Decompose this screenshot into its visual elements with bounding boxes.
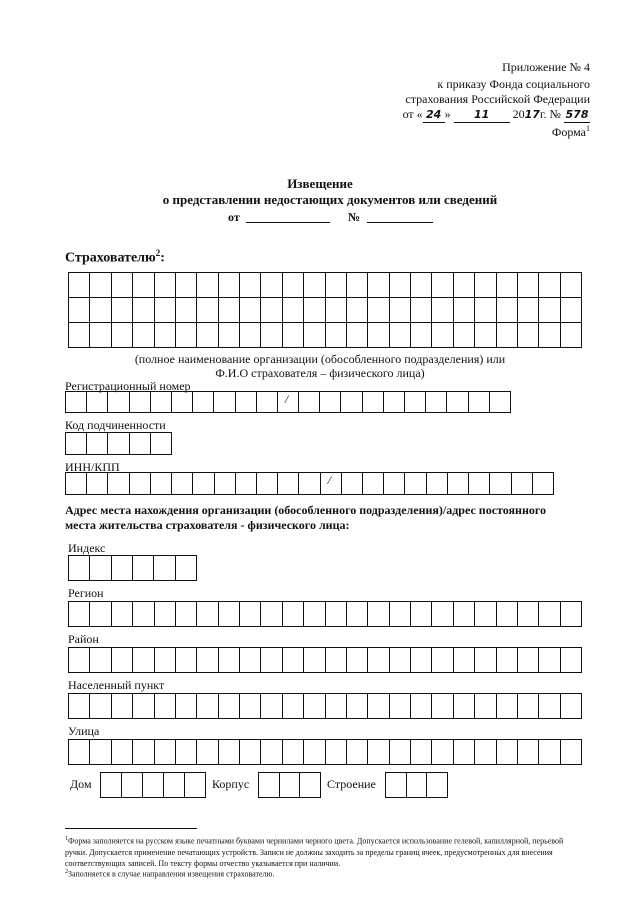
date-mid: » bbox=[444, 107, 451, 121]
grid-cell[interactable] bbox=[69, 648, 90, 673]
grid-cell[interactable] bbox=[368, 694, 389, 719]
grid-cell[interactable] bbox=[219, 602, 240, 627]
footnote-2 bbox=[65, 867, 585, 880]
grid-cell[interactable] bbox=[283, 323, 304, 348]
insured-heading bbox=[65, 245, 165, 267]
grid-cell[interactable] bbox=[518, 648, 539, 673]
index-label: Индекс bbox=[68, 541, 106, 555]
grid-cell[interactable] bbox=[155, 323, 176, 348]
grid-cell[interactable] bbox=[219, 273, 240, 298]
grid-cell[interactable] bbox=[304, 323, 325, 348]
date-prefix: от « bbox=[402, 107, 423, 121]
grid-cell[interactable] bbox=[426, 392, 447, 413]
grid-cell[interactable] bbox=[326, 273, 347, 298]
grid-cell[interactable] bbox=[411, 740, 432, 765]
grid-cell[interactable] bbox=[69, 273, 90, 298]
grid-cell[interactable] bbox=[363, 392, 384, 413]
district-label: Район bbox=[68, 632, 99, 646]
form-label-text: Форма bbox=[551, 125, 586, 139]
house-grid[interactable] bbox=[100, 772, 206, 798]
grid-cell[interactable] bbox=[475, 694, 496, 719]
grid-cell[interactable] bbox=[283, 648, 304, 673]
grid-cell[interactable] bbox=[261, 740, 282, 765]
grid-cell[interactable] bbox=[112, 602, 133, 627]
grid-cell[interactable] bbox=[197, 740, 218, 765]
grid-cell[interactable] bbox=[561, 273, 582, 298]
grid-cell[interactable] bbox=[448, 473, 469, 495]
grid-cell[interactable] bbox=[155, 648, 176, 673]
grid-cell[interactable] bbox=[454, 273, 475, 298]
grid-cell[interactable] bbox=[469, 473, 490, 495]
grid-cell[interactable] bbox=[261, 298, 282, 323]
grid-cell[interactable] bbox=[561, 740, 582, 765]
grid-cell[interactable] bbox=[518, 273, 539, 298]
grid-cell[interactable] bbox=[454, 740, 475, 765]
order-year: 17 bbox=[524, 108, 540, 121]
street-grid[interactable] bbox=[68, 739, 582, 765]
district-grid[interactable] bbox=[68, 647, 582, 673]
grid-cell[interactable] bbox=[193, 392, 214, 413]
grid-cell[interactable] bbox=[539, 273, 560, 298]
grid-cell[interactable] bbox=[411, 648, 432, 673]
region-label: Регион bbox=[68, 586, 104, 600]
order-date-line bbox=[403, 107, 590, 123]
grid-cell[interactable] bbox=[155, 694, 176, 719]
grid-cell[interactable] bbox=[133, 298, 154, 323]
locality-label: Населенный пункт bbox=[68, 678, 165, 692]
grid-cell[interactable] bbox=[561, 694, 582, 719]
document-title: Извещение bbox=[287, 176, 353, 191]
insured-colon: : bbox=[160, 250, 165, 266]
document-subtitle: о представлении недостающих документов или сведений bbox=[162, 192, 498, 207]
grid-cell[interactable] bbox=[411, 602, 432, 627]
grid-cell[interactable] bbox=[172, 473, 193, 495]
grid-cell[interactable] bbox=[155, 602, 176, 627]
grid-cell[interactable] bbox=[368, 298, 389, 323]
grid-cell[interactable] bbox=[518, 602, 539, 627]
appendix-number: Приложение № 4 bbox=[502, 60, 590, 74]
grid-cell[interactable] bbox=[326, 648, 347, 673]
insured-caption-2: Ф.И.О страхователя – физического лица) bbox=[215, 366, 425, 380]
grid-cell[interactable] bbox=[469, 392, 490, 413]
grid-cell[interactable] bbox=[278, 392, 299, 413]
grid-cell[interactable] bbox=[112, 694, 133, 719]
grid-cell[interactable] bbox=[176, 648, 197, 673]
grid-cell[interactable] bbox=[193, 473, 214, 495]
grid-cell[interactable] bbox=[133, 556, 154, 581]
grid-cell[interactable] bbox=[90, 648, 111, 673]
grid-cell[interactable] bbox=[454, 602, 475, 627]
grid-cell[interactable] bbox=[390, 648, 411, 673]
grid-cell[interactable] bbox=[261, 273, 282, 298]
grid-cell[interactable] bbox=[405, 392, 426, 413]
grid-cell[interactable] bbox=[176, 694, 197, 719]
grid-cell[interactable] bbox=[326, 323, 347, 348]
grid-cell[interactable] bbox=[133, 648, 154, 673]
grid-cell[interactable] bbox=[261, 648, 282, 673]
form-footnote-mark: 1 bbox=[586, 124, 590, 133]
insured-label: Страхователю bbox=[65, 250, 156, 266]
grid-cell[interactable] bbox=[341, 392, 362, 413]
grid-cell[interactable] bbox=[561, 648, 582, 673]
grid-cell[interactable] bbox=[108, 433, 129, 455]
grid-cell[interactable] bbox=[497, 694, 518, 719]
grid-cell[interactable] bbox=[108, 473, 129, 495]
grid-cell[interactable] bbox=[176, 298, 197, 323]
grid-cell[interactable] bbox=[240, 323, 261, 348]
grid-cell[interactable] bbox=[236, 392, 257, 413]
grid-cell[interactable] bbox=[368, 648, 389, 673]
grid-cell[interactable] bbox=[112, 648, 133, 673]
building-label: Корпус bbox=[212, 777, 250, 791]
grid-cell[interactable] bbox=[304, 273, 325, 298]
grid-cell[interactable] bbox=[69, 298, 90, 323]
grid-cell[interactable] bbox=[112, 273, 133, 298]
grid-cell[interactable] bbox=[151, 433, 172, 455]
structure-grid[interactable] bbox=[385, 772, 448, 798]
grid-cell[interactable] bbox=[197, 648, 218, 673]
grid-cell[interactable] bbox=[390, 323, 411, 348]
insured-footnote-mark: 2 bbox=[155, 248, 161, 258]
grid-cell[interactable] bbox=[101, 773, 122, 798]
order-number: 578 bbox=[565, 108, 589, 121]
grid-cell[interactable] bbox=[155, 298, 176, 323]
grid-cell[interactable] bbox=[66, 473, 87, 495]
grid-cell[interactable] bbox=[197, 323, 218, 348]
title-number-label: № bbox=[348, 210, 361, 224]
grid-cell[interactable] bbox=[386, 773, 407, 798]
grid-cell[interactable] bbox=[90, 740, 111, 765]
footnote-separator bbox=[65, 828, 197, 829]
grid-cell[interactable] bbox=[475, 602, 496, 627]
number-prefix: г. № bbox=[539, 107, 561, 121]
title-date-label: от bbox=[228, 210, 240, 224]
grid-cell[interactable] bbox=[411, 323, 432, 348]
grid-cell[interactable] bbox=[133, 694, 154, 719]
grid-cell[interactable] bbox=[151, 392, 172, 413]
grid-cell[interactable] bbox=[176, 740, 197, 765]
grid-cell[interactable] bbox=[155, 273, 176, 298]
grid-cell[interactable] bbox=[432, 740, 453, 765]
grid-cell[interactable] bbox=[390, 298, 411, 323]
grid-cell[interactable] bbox=[497, 298, 518, 323]
grid-cell[interactable] bbox=[347, 273, 368, 298]
grid-cell[interactable] bbox=[280, 773, 301, 798]
grid-cell[interactable] bbox=[304, 694, 325, 719]
footnote-1-text: Форма заполняется на русском языке печатными буквами чернилами черного цвета. Допускается использование гелевой, капиллярной, перьевой ручки. Допускается применение печатающих устройств. Записи не должны заходить за пределы границ ячеек, предусмотренных для внесения соответствующих записей. По тексту формы отчество указывается при наличии. bbox=[65, 836, 564, 868]
grid-cell[interactable] bbox=[539, 694, 560, 719]
grid-cell[interactable] bbox=[475, 273, 496, 298]
grid-cell[interactable] bbox=[347, 740, 368, 765]
grid-cell[interactable] bbox=[518, 298, 539, 323]
year-prefix: 20 bbox=[512, 107, 525, 121]
grid-cell[interactable] bbox=[518, 323, 539, 348]
index-grid[interactable] bbox=[68, 555, 197, 581]
grid-cell[interactable] bbox=[108, 392, 129, 413]
grid-cell[interactable] bbox=[283, 273, 304, 298]
footnote-1 bbox=[65, 834, 585, 869]
grid-cell[interactable] bbox=[87, 392, 108, 413]
order-reference: к приказу Фонда социального bbox=[437, 77, 590, 91]
grid-cell[interactable] bbox=[90, 602, 111, 627]
grid-cell[interactable] bbox=[112, 298, 133, 323]
grid-cell[interactable] bbox=[112, 556, 133, 581]
grid-cell[interactable] bbox=[454, 323, 475, 348]
grid-cell[interactable] bbox=[497, 648, 518, 673]
grid-cell[interactable] bbox=[87, 473, 108, 495]
grid-cell[interactable] bbox=[185, 773, 206, 798]
locality-grid[interactable] bbox=[68, 693, 582, 719]
grid-cell[interactable] bbox=[87, 433, 108, 455]
grid-cell[interactable] bbox=[368, 740, 389, 765]
grid-cell[interactable] bbox=[240, 740, 261, 765]
grid-cell[interactable] bbox=[257, 473, 278, 495]
grid-cell[interactable] bbox=[215, 473, 236, 495]
grid-cell[interactable] bbox=[512, 473, 533, 495]
grid-cell[interactable] bbox=[90, 556, 111, 581]
grid-cell[interactable] bbox=[214, 392, 235, 413]
grid-cell[interactable] bbox=[299, 473, 320, 495]
grid-cell[interactable] bbox=[326, 298, 347, 323]
building-grid[interactable] bbox=[258, 772, 321, 798]
grid-cell[interactable] bbox=[363, 473, 384, 495]
grid-cell[interactable] bbox=[283, 298, 304, 323]
grid-cell[interactable] bbox=[259, 773, 280, 798]
grid-cell[interactable] bbox=[219, 298, 240, 323]
grid-cell[interactable] bbox=[300, 773, 321, 798]
grid-cell[interactable] bbox=[561, 602, 582, 627]
grid-cell[interactable] bbox=[368, 323, 389, 348]
grid-cell[interactable] bbox=[497, 323, 518, 348]
grid-cell[interactable] bbox=[176, 602, 197, 627]
grid-cell[interactable] bbox=[90, 323, 111, 348]
street-label: Улица bbox=[68, 724, 100, 738]
grid-cell[interactable] bbox=[133, 273, 154, 298]
grid-cell[interactable] bbox=[427, 473, 448, 495]
grid-cell[interactable] bbox=[561, 298, 582, 323]
grid-cell[interactable] bbox=[130, 392, 151, 413]
grid-cell[interactable] bbox=[151, 473, 172, 495]
grid-cell[interactable] bbox=[405, 473, 426, 495]
grid-cell[interactable] bbox=[497, 602, 518, 627]
grid-cell[interactable] bbox=[326, 694, 347, 719]
grid-cell[interactable] bbox=[155, 740, 176, 765]
grid-cell[interactable] bbox=[66, 392, 87, 413]
grid-cell[interactable] bbox=[240, 648, 261, 673]
grid-cell[interactable] bbox=[240, 694, 261, 719]
grid-cell[interactable] bbox=[497, 740, 518, 765]
address-heading-1: Адрес места нахождения организации (обособленного подразделения)/адрес постоянного bbox=[65, 503, 547, 517]
grid-cell[interactable] bbox=[384, 473, 405, 495]
grid-cell[interactable] bbox=[130, 433, 151, 455]
grid-cell[interactable] bbox=[197, 602, 218, 627]
grid-cell[interactable] bbox=[490, 473, 511, 495]
grid-cell[interactable] bbox=[518, 694, 539, 719]
grid-cell[interactable] bbox=[539, 602, 560, 627]
grid-cell[interactable] bbox=[69, 694, 90, 719]
fund-name: страхования Российской Федерации bbox=[405, 92, 590, 106]
inn-kpp-label: ИНН/КПП bbox=[65, 460, 120, 474]
grid-cell[interactable] bbox=[283, 694, 304, 719]
insured-name-grid[interactable] bbox=[68, 272, 582, 348]
grid-cell[interactable] bbox=[475, 323, 496, 348]
grid-cell[interactable] bbox=[69, 602, 90, 627]
grid-cell[interactable] bbox=[411, 273, 432, 298]
grid-cell[interactable] bbox=[304, 298, 325, 323]
grid-cell[interactable] bbox=[219, 323, 240, 348]
footnote-2-text: Заполняется в случае направления извещения страхователю. bbox=[68, 869, 275, 879]
grid-cell[interactable] bbox=[130, 473, 151, 495]
grid-cell[interactable] bbox=[539, 323, 560, 348]
grid-cell[interactable] bbox=[518, 740, 539, 765]
grid-cell[interactable] bbox=[257, 392, 278, 413]
grid-cell[interactable] bbox=[326, 740, 347, 765]
grid-cell[interactable] bbox=[261, 323, 282, 348]
grid-cell[interactable] bbox=[490, 392, 511, 413]
grid-cell[interactable] bbox=[326, 602, 347, 627]
grid-cell[interactable] bbox=[390, 273, 411, 298]
grid-cell[interactable] bbox=[454, 298, 475, 323]
grid-cell[interactable] bbox=[197, 694, 218, 719]
inn-kpp-grid[interactable] bbox=[65, 472, 554, 495]
grid-cell[interactable] bbox=[219, 648, 240, 673]
grid-cell[interactable] bbox=[283, 602, 304, 627]
grid-cell[interactable] bbox=[390, 740, 411, 765]
grid-cell[interactable] bbox=[475, 648, 496, 673]
grid-cell[interactable] bbox=[539, 298, 560, 323]
grid-cell[interactable] bbox=[432, 298, 453, 323]
grid-cell[interactable] bbox=[133, 602, 154, 627]
title-number-line[interactable] bbox=[367, 222, 433, 223]
footnote-2-mark: 2 bbox=[65, 869, 68, 875]
grid-cell[interactable] bbox=[347, 323, 368, 348]
grid-cell[interactable] bbox=[240, 602, 261, 627]
grid-cell[interactable] bbox=[122, 773, 143, 798]
grid-cell[interactable] bbox=[427, 773, 448, 798]
grid-cell[interactable] bbox=[390, 602, 411, 627]
address-heading-2: места жительства страхователя - физического лица: bbox=[65, 518, 350, 532]
grid-cell[interactable] bbox=[176, 323, 197, 348]
grid-cell[interactable] bbox=[261, 694, 282, 719]
grid-cell[interactable] bbox=[447, 392, 468, 413]
grid-cell[interactable] bbox=[133, 740, 154, 765]
grid-cell[interactable] bbox=[236, 473, 257, 495]
grid-cell[interactable] bbox=[368, 273, 389, 298]
grid-cell[interactable] bbox=[143, 773, 164, 798]
insured-caption-1: (полное наименование организации (обособленного подразделения) или bbox=[134, 352, 506, 366]
grid-cell[interactable] bbox=[432, 694, 453, 719]
grid-cell[interactable] bbox=[176, 556, 197, 581]
grid-cell[interactable] bbox=[69, 556, 90, 581]
grid-cell[interactable] bbox=[299, 392, 320, 413]
grid-cell[interactable] bbox=[164, 773, 185, 798]
grid-cell[interactable] bbox=[90, 298, 111, 323]
grid-cell[interactable] bbox=[240, 273, 261, 298]
subordination-code-grid[interactable] bbox=[65, 432, 172, 455]
grid-cell[interactable] bbox=[304, 602, 325, 627]
grid-cell[interactable] bbox=[390, 694, 411, 719]
grid-cell[interactable] bbox=[475, 740, 496, 765]
grid-cell[interactable] bbox=[432, 323, 453, 348]
grid-cell[interactable] bbox=[475, 298, 496, 323]
region-grid[interactable] bbox=[68, 601, 582, 627]
grid-cell[interactable] bbox=[432, 602, 453, 627]
form-label bbox=[552, 122, 590, 139]
subordination-code-label: Код подчиненности bbox=[65, 418, 166, 432]
grid-cell[interactable] bbox=[172, 392, 193, 413]
grid-cell[interactable] bbox=[69, 323, 90, 348]
structure-label: Строение bbox=[327, 777, 376, 791]
reg-number-grid[interactable] bbox=[65, 391, 511, 413]
grid-cell[interactable] bbox=[432, 648, 453, 673]
reg-number-label: Регистрационный номер bbox=[65, 379, 191, 393]
grid-cell[interactable] bbox=[539, 648, 560, 673]
grid-cell[interactable] bbox=[133, 323, 154, 348]
grid-cell[interactable] bbox=[368, 602, 389, 627]
grid-cell[interactable] bbox=[112, 740, 133, 765]
grid-cell[interactable] bbox=[240, 298, 261, 323]
house-label: Дом bbox=[70, 777, 92, 791]
title-date-line[interactable] bbox=[246, 222, 330, 223]
grid-cell[interactable] bbox=[411, 298, 432, 323]
grid-cell[interactable] bbox=[219, 694, 240, 719]
grid-cell[interactable] bbox=[454, 694, 475, 719]
grid-cell[interactable] bbox=[219, 740, 240, 765]
grid-cell[interactable] bbox=[347, 648, 368, 673]
grid-cell[interactable] bbox=[176, 273, 197, 298]
grid-cell[interactable] bbox=[283, 740, 304, 765]
grid-cell[interactable] bbox=[154, 556, 175, 581]
order-month: 11 bbox=[454, 108, 510, 123]
grid-cell[interactable] bbox=[90, 694, 111, 719]
grid-cell[interactable] bbox=[432, 273, 453, 298]
grid-cell[interactable] bbox=[197, 273, 218, 298]
grid-cell[interactable] bbox=[69, 740, 90, 765]
grid-cell[interactable] bbox=[342, 473, 363, 495]
grid-cell[interactable] bbox=[347, 602, 368, 627]
grid-cell[interactable] bbox=[90, 273, 111, 298]
grid-cell[interactable] bbox=[497, 273, 518, 298]
grid-cell[interactable] bbox=[539, 740, 560, 765]
grid-cell[interactable] bbox=[112, 323, 133, 348]
grid-cell[interactable] bbox=[533, 473, 554, 495]
grid-cell[interactable] bbox=[384, 392, 405, 413]
grid-cell[interactable] bbox=[407, 773, 428, 798]
grid-cell[interactable] bbox=[320, 392, 341, 413]
grid-cell[interactable] bbox=[454, 648, 475, 673]
footnote-1-mark: 1 bbox=[65, 836, 68, 842]
order-day: 24 bbox=[423, 108, 445, 123]
grid-cell[interactable] bbox=[304, 740, 325, 765]
grid-cell[interactable] bbox=[197, 298, 218, 323]
grid-cell[interactable] bbox=[561, 323, 582, 348]
grid-cell[interactable] bbox=[411, 694, 432, 719]
grid-cell[interactable] bbox=[278, 473, 299, 495]
grid-cell[interactable] bbox=[347, 298, 368, 323]
grid-cell[interactable] bbox=[347, 694, 368, 719]
grid-cell[interactable] bbox=[304, 648, 325, 673]
grid-cell[interactable] bbox=[321, 473, 342, 495]
grid-cell[interactable] bbox=[261, 602, 282, 627]
grid-cell[interactable] bbox=[66, 433, 87, 455]
